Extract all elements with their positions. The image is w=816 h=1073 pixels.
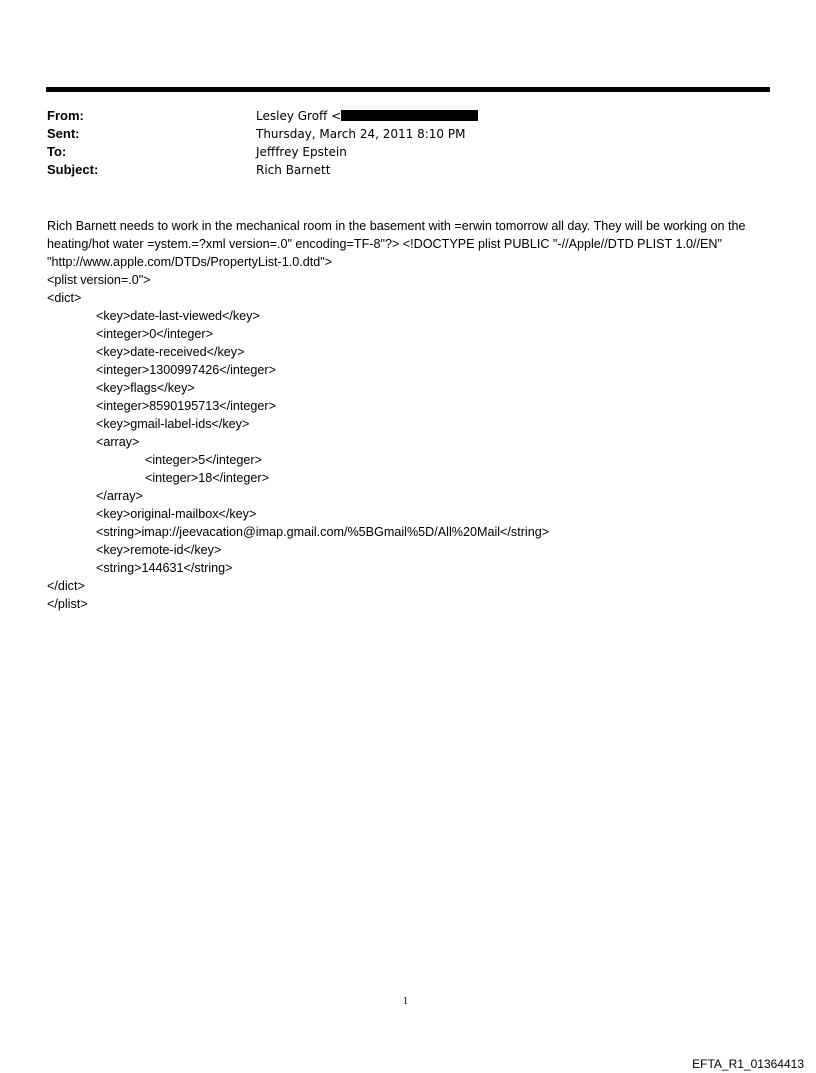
body-line: <integer>1300997426</integer> xyxy=(96,363,276,377)
to-value: Jefffrey Epstein xyxy=(256,145,347,159)
body-line: </plist> xyxy=(47,597,88,611)
subject-label: Subject: xyxy=(47,162,99,177)
to-label: To: xyxy=(47,144,67,159)
subject-value: Rich Barnett xyxy=(256,163,331,177)
body-line: <key>date-received</key> xyxy=(96,345,245,359)
sent-value: Thursday, March 24, 2011 8:10 PM xyxy=(256,127,466,141)
page-number: 1 xyxy=(403,996,408,1007)
body-paragraph: Rich Barnett needs to work in the mechanical room in the basement with =erwin tomorrow all day. They will be working on the heating/hot water =ystem.=?xml version=.0" encoding=TF-8"?> <!DOCTYPE plist PUBLIC "-//Apple//DTD PLIST 1.0//EN" "http://www.apple.com/DTDs/PropertyList-1.0.dtd"> xyxy=(47,219,746,269)
body-line: <string>144631</string> xyxy=(96,561,233,575)
body-line: </array> xyxy=(96,489,143,503)
sender-name: Lesley Groff < xyxy=(256,109,342,123)
document-id: EFTA_R1_01364413 xyxy=(692,1057,804,1071)
body-line: <key>original-mailbox</key> xyxy=(96,507,257,521)
body-line: <key>remote-id</key> xyxy=(96,543,222,557)
body-line: <array> xyxy=(96,435,140,449)
body-line: <plist version=.0"> xyxy=(47,273,151,287)
header-divider xyxy=(46,87,770,92)
body-line: </dict> xyxy=(47,579,85,593)
email-body xyxy=(47,217,777,613)
body-line: <integer>5</integer> xyxy=(145,453,262,467)
body-line: <key>date-last-viewed</key> xyxy=(96,309,260,323)
body-line: <key>gmail-label-ids</key> xyxy=(96,417,250,431)
redaction-bar xyxy=(341,110,478,121)
body-line: <key>flags</key> xyxy=(96,381,195,395)
body-line: <dict> xyxy=(47,291,82,305)
from-value xyxy=(256,107,478,125)
body-line: <integer>0</integer> xyxy=(96,327,213,341)
sent-label: Sent: xyxy=(47,126,80,141)
body-line: <integer>8590195713</integer> xyxy=(96,399,276,413)
body-line: <string>imap://jeevacation@imap.gmail.com/%5BGmail%5D/All%20Mail</string> xyxy=(96,525,550,539)
body-line: <integer>18</integer> xyxy=(145,471,269,485)
from-label: From: xyxy=(47,108,84,123)
